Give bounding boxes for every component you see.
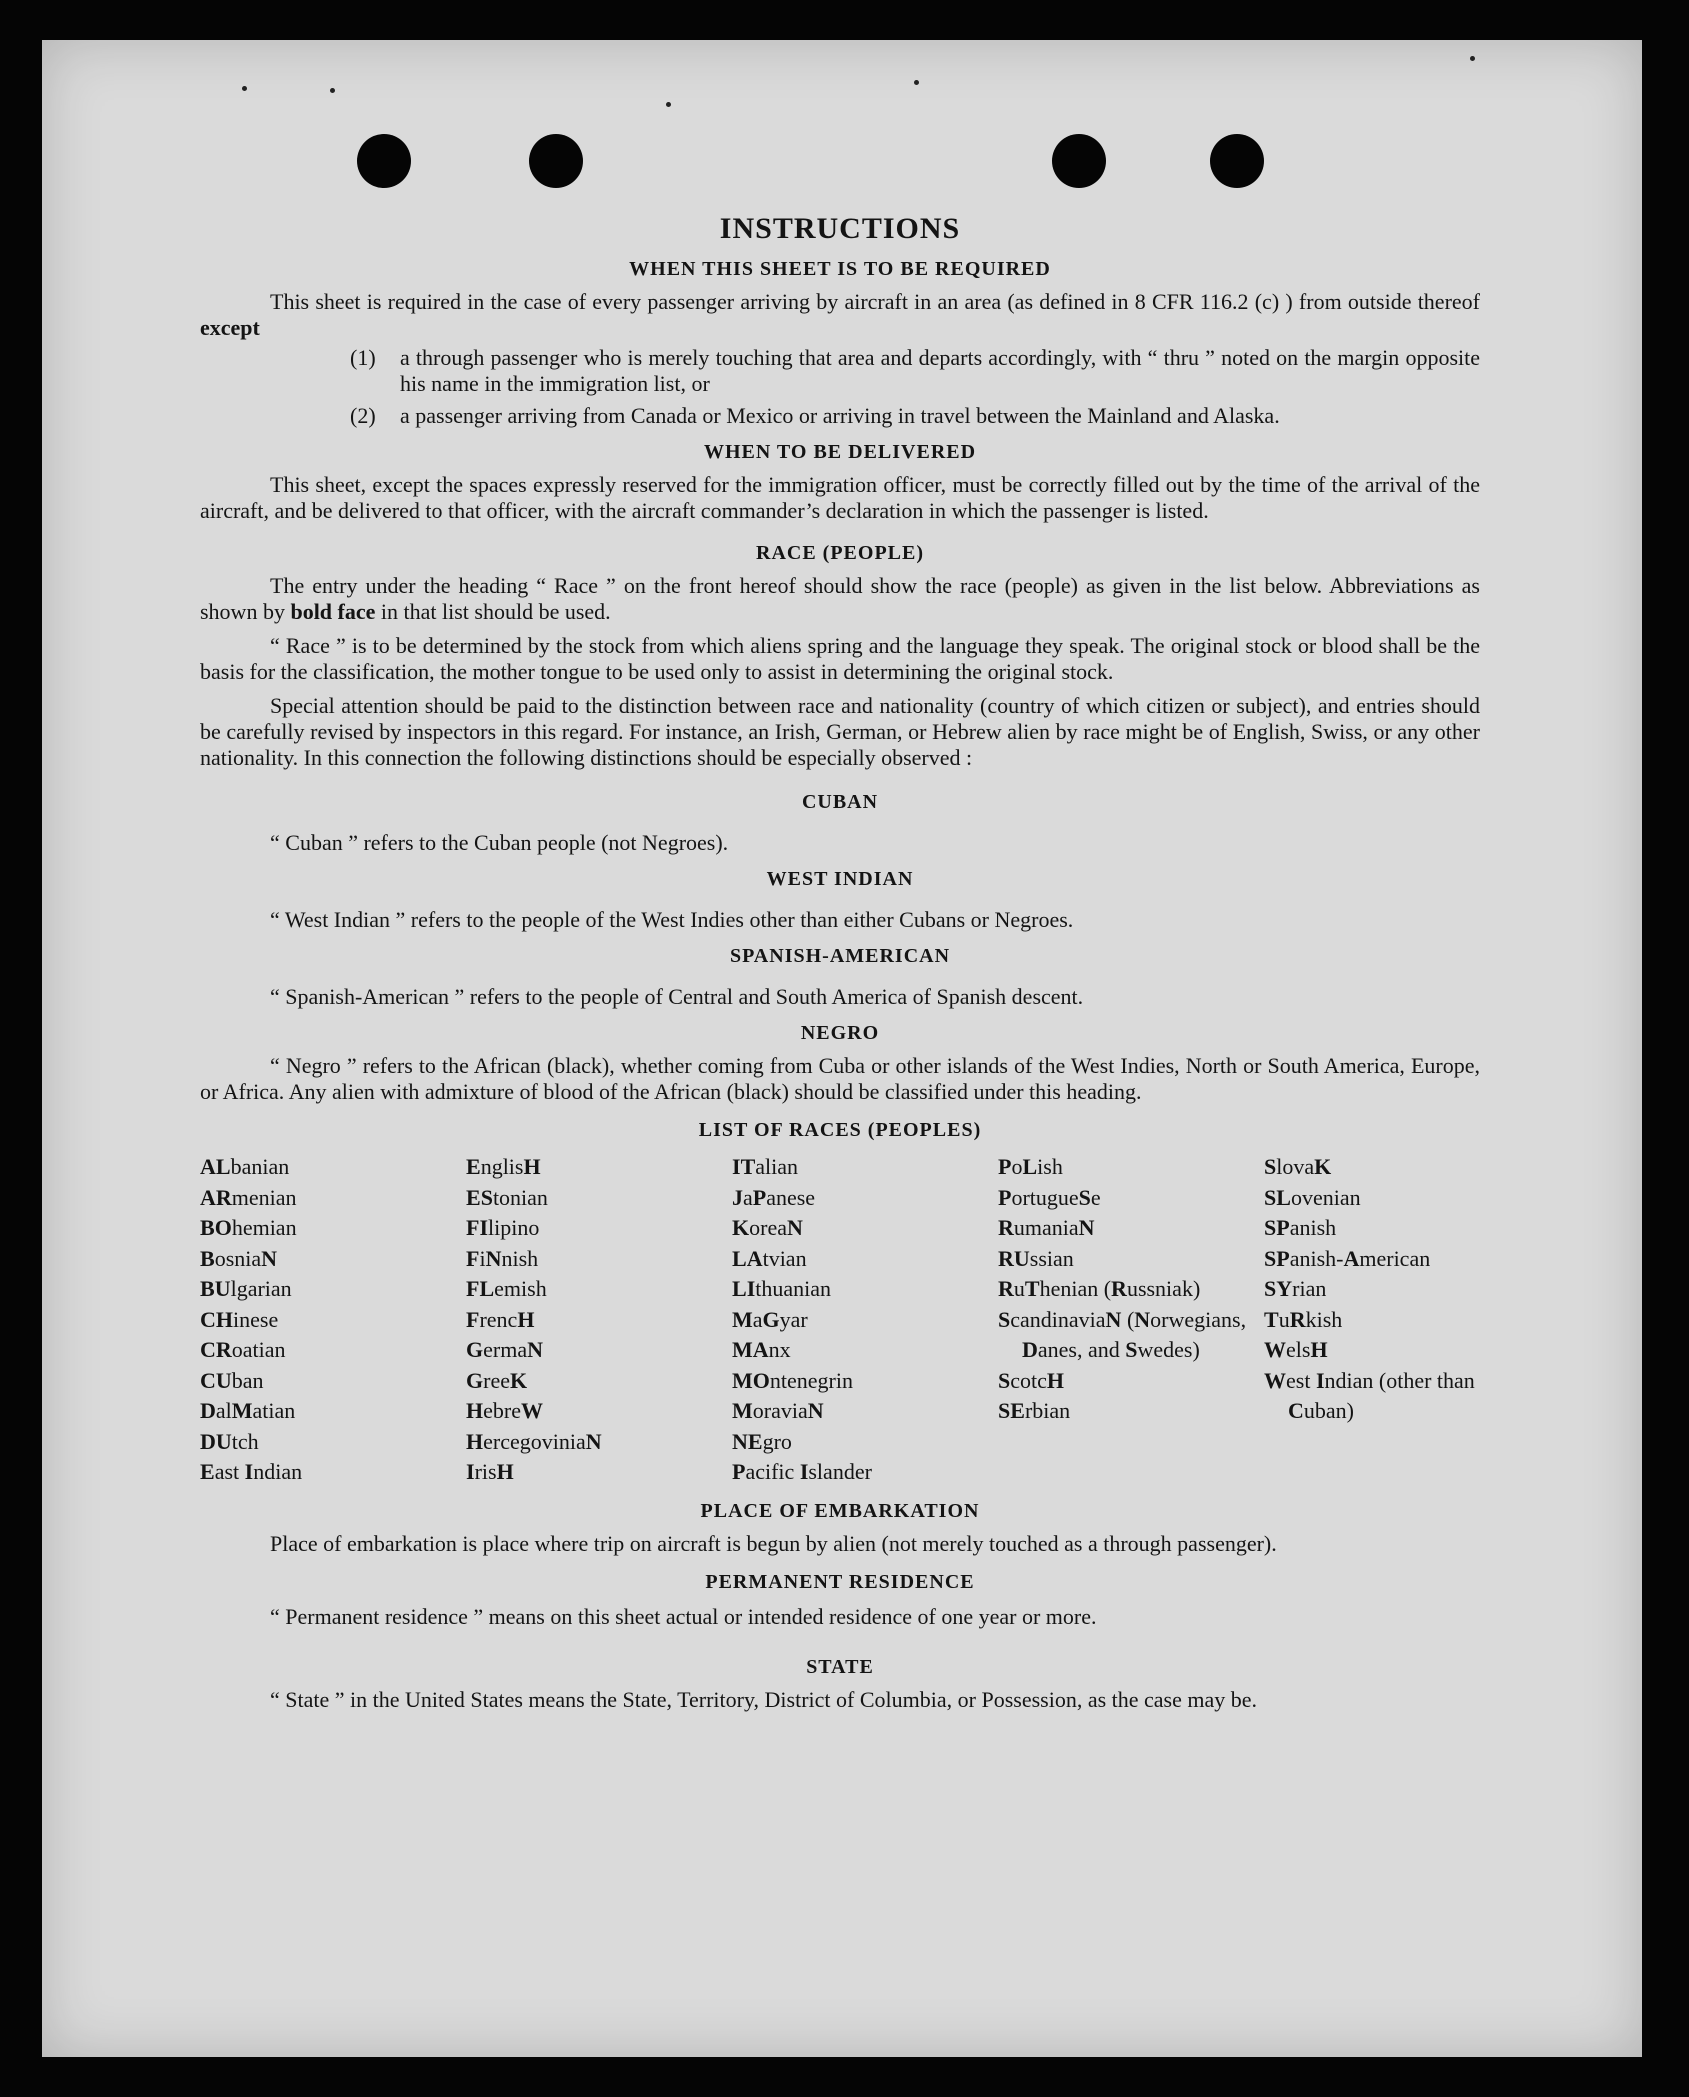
section-heading-spanish-american: SPANISH-AMERICAN [729, 945, 951, 967]
race-item: LAtvian [732, 1245, 807, 1271]
negro-text: “ Negro ” refers to the African (black), whether coming from Cuba or other islands of the West Indies, North or South America, Europe, or Africa. Any alien with admixture of blood of the African (black) should be classified under this heading. [200, 1053, 1480, 1104]
race-item: SLovenian [1264, 1184, 1361, 1210]
race-item: RuThenian (Russniak) [998, 1276, 1201, 1301]
section-heading-required: WHEN THIS SHEET IS TO BE REQUIRED [629, 258, 1051, 280]
race-item: FiNnish [466, 1245, 539, 1271]
race-item: MaGyar [732, 1306, 808, 1332]
race-item: CHinese [200, 1306, 279, 1332]
state-text: “ State ” in the United States means the State, Territory, District of Columbia, or Possession, as the case may be. [270, 1686, 1258, 1712]
west-indian-text: “ West Indian ” refers to the people of the West Indies other than either Cubans or Negroes. [270, 907, 1074, 932]
race-item: NEgro [732, 1428, 792, 1454]
race-item: SYrian [1264, 1276, 1327, 1301]
list-item: (2) a passenger arriving from Canada or Mexico or arriving in travel between the Mainland and Alaska. [350, 403, 1280, 428]
race-item: DalMatian [200, 1398, 296, 1423]
race-item: Pacific Islander [732, 1459, 872, 1484]
race-item: ARmenian [200, 1184, 297, 1210]
race-item: SErbian [998, 1398, 1071, 1423]
residence-text: “ Permanent residence ” means on this sheet actual or intended residence of one year or more. [270, 1603, 1097, 1629]
section-heading-races-list: LIST OF RACES (PEOPLES) [698, 1119, 982, 1141]
race-item: East Indian [200, 1459, 303, 1484]
required-intro: This sheet is required in the case of every passenger arriving by aircraft in an area (as defined in 8 CFR 116.2 (c) ) from outside thereof except [200, 289, 1480, 340]
ink-speck [330, 88, 335, 93]
race-item: KoreaN [732, 1215, 803, 1240]
page-title: INSTRUCTIONS [719, 212, 961, 245]
race-item: ScotcH [998, 1367, 1065, 1393]
race-item: FrencH [466, 1306, 535, 1332]
race-item: HercegoviniaN [466, 1428, 602, 1454]
race-item: MoraviaN [732, 1398, 824, 1423]
race-item: BUlgarian [200, 1276, 292, 1301]
race-item: EnglisH [466, 1154, 541, 1179]
spanish-american-text: “ Spanish-American ” refers to the people of Central and South America of Spanish descent. [270, 984, 1084, 1009]
race-item: MAnx [732, 1337, 791, 1362]
race-item: GreeK [466, 1367, 528, 1393]
section-heading-race: RACE (PEOPLE) [756, 542, 924, 564]
race-item: GermaN [466, 1337, 543, 1362]
section-heading-delivered: WHEN TO BE DELIVERED [703, 441, 977, 463]
race-item: ALbanian [200, 1154, 290, 1179]
ink-speck [1470, 56, 1475, 61]
races-column [466, 1152, 732, 1488]
section-heading-negro: NEGRO [800, 1022, 880, 1044]
race-paragraph-2: “ Race ” is to be determined by the stock from which aliens spring and the language they speak. The original stock or blood shall be the basis for the classification, the mother tongue to be used only to assist in determining the original stock. [200, 633, 1480, 684]
ink-speck [242, 86, 247, 91]
race-item: JaPanese [732, 1184, 816, 1210]
race-item: IrisH [466, 1459, 514, 1484]
race-item: TuRkish [1264, 1306, 1343, 1332]
ink-speck [666, 102, 671, 107]
document-page [42, 40, 1642, 2057]
race-item: FLemish [466, 1276, 547, 1301]
race-item: WelsH [1264, 1337, 1328, 1362]
race-item: SPanish-American [1264, 1245, 1431, 1271]
section-heading-west-indian: WEST INDIAN [766, 868, 914, 890]
section-heading-state: STATE [806, 1655, 874, 1678]
race-item: BosniaN [200, 1245, 278, 1271]
race-item: HebreW [466, 1398, 543, 1423]
ink-speck [914, 80, 919, 85]
race-item: RumaniaN [998, 1215, 1095, 1240]
race-item: SlovaK [1264, 1154, 1332, 1179]
race-item: EStonian [466, 1184, 548, 1210]
race-item: ITalian [732, 1154, 799, 1179]
race-item: FIlipino [466, 1215, 540, 1240]
race-item: PortugueSe [998, 1184, 1101, 1210]
race-paragraph-1: The entry under the heading “ Race ” on the front hereof should show the race (people) as given in the list below. Abbreviations as shown by bold face in that list should be used. [200, 573, 1480, 624]
instructions-content [200, 170, 1480, 1713]
race-item: RUssian [998, 1245, 1074, 1271]
delivered-text: This sheet, except the spaces expressly reserved for the immigration officer, must be correctly filled out by the time of the arrival of the aircraft, and be delivered to that officer, with the aircraft commander’s declaration in which the passenger is listed. [200, 472, 1480, 523]
race-item: LIthuanian [732, 1276, 832, 1301]
section-heading-residence: PERMANENT RESIDENCE [705, 1570, 975, 1593]
races-column [200, 1152, 466, 1488]
race-item: West Indian (other than Cuban) [1264, 1367, 1475, 1423]
race-item: DUtch [200, 1428, 259, 1454]
race-item: PoLish [998, 1154, 1063, 1179]
race-item: MOntenegrin [732, 1367, 853, 1393]
race-paragraph-3: Special attention should be paid to the distinction between race and nationality (country of which citizen or subject), and entries should be carefully revised by inspectors in this regard. For instance, an Irish, German, or Hebrew alien by race might be of English, Swiss, or any other nationality. In this connection the following distinctions should be especially observed : [200, 693, 1480, 770]
races-column [732, 1152, 998, 1488]
races-column [998, 1152, 1264, 1488]
list-item: (1) a through passenger who is merely touching that area and departs accordingly, with “ thru ” noted on the margin opposite his name in the immigration list, or [350, 345, 1480, 396]
embarkation-text: Place of embarkation is place where trip on aircraft is begun by alien (not merely touched as a through passenger). [270, 1530, 1277, 1556]
race-item: ScandinaviaN (Norwegians, Danes, and Swedes) [998, 1306, 1247, 1362]
race-item: BOhemian [200, 1215, 297, 1240]
cuban-text: “ Cuban ” refers to the Cuban people (not Negroes). [270, 830, 729, 855]
race-item: CRoatian [200, 1337, 286, 1362]
section-heading-embarkation: PLACE OF EMBARKATION [700, 1499, 980, 1522]
race-item: SPanish [1264, 1215, 1337, 1240]
section-heading-cuban: CUBAN [801, 791, 879, 813]
race-item: CUban [200, 1367, 264, 1393]
races-column [1264, 1152, 1480, 1488]
races-list [200, 1152, 1480, 1488]
